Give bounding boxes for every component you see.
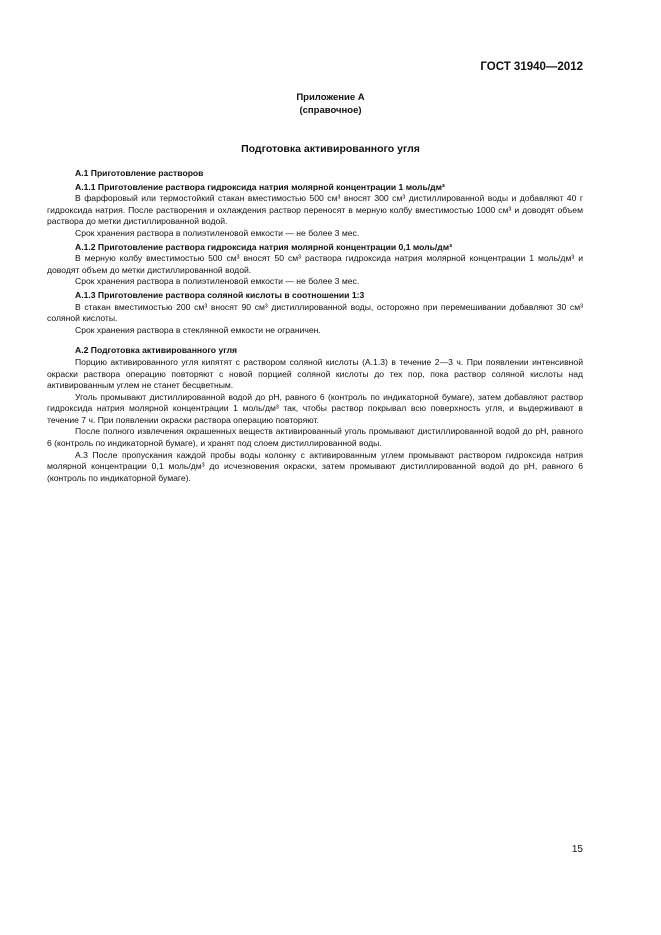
section-title: Подготовка активированного угля (241, 143, 420, 155)
subsection-heading: А.1.1 Приготовление раствора гидроксида натрия молярной концентрации 1 моль/дм³ (75, 181, 445, 192)
paragraph: Срок хранения раствора в стеклянной емкости не ограничен. (75, 324, 321, 335)
document-code: ГОСТ 31940—2012 (480, 61, 583, 73)
section-heading: А.1 Приготовление растворов (75, 168, 204, 178)
appendix-heading (0, 91, 661, 117)
paragraph: Порцию активированного угля кипятят с раствором соляной кислоты (А.1.3) в течение 2—3 ч. При появлении интенсивной окраски раствора операцию повторяют с новой порцией соляной кислоты до тех пор, пока раствор соляной кислоты над активированным углем не станет бесцветным. (47, 356, 583, 391)
paragraph: В стакан вместимостью 200 см³ вносят 90 см³ дистиллированной воды, осторожно при перемешивании добавляют 30 см³ соляной кислоты. (47, 301, 583, 324)
appendix-title: Приложение А (296, 92, 365, 103)
paragraph: Уголь промывают дистиллированной водой до рН, равного 6 (контроль по индикаторной бумаге), затем добавляют раствор гидроксида натрия молярной концентрации 1 моль/дм³ так, чтобы раствор покрывал всю поверхность угля, и выдерживают в течение 7 ч. При появлении окраски раствора операцию повторяют. (47, 391, 583, 425)
paragraph: А.3 После пропускания каждой пробы воды колонку с активированным углем промывают раствором гидроксида натрия молярной концентрации 0,1 моль/дм³ до исчезновения окраски, затем промывают дистиллированной водой до рН, равного 6 (контроль по индикаторной бумаге). (47, 449, 583, 483)
section-heading: А.2 Подготовка активированного угля (75, 345, 238, 356)
page-number: 15 (571, 844, 583, 855)
paragraph: Срок хранения раствора в полиэтиленовой емкости — не более 3 мес. (75, 276, 360, 287)
paragraph: Срок хранения раствора в полиэтиленовой емкости — не более 3 мес. (75, 227, 360, 238)
paragraph: В мерную колбу вместимостью 500 см³ вносят 50 см³ раствора гидроксида натрия молярной концентрации 1 моль/дм³ и доводят объем до метки дистиллированной водой. (47, 253, 583, 275)
paragraph: В фарфоровый или термостойкий стакан вместимостью 500 см³ вносят 300 см³ дистиллированной воды и добавляют 40 г гидроксида натрия. После растворения и охлаждения раствор переносят в мерную колбу вместимостью 1000 см³ и доводят объем раствора до метки дистиллированной водой. (47, 193, 583, 227)
subsection-heading: А.1.2 Приготовление раствора гидроксида натрия молярной концентрации 0,1 моль/дм³ (75, 241, 452, 252)
paragraph: После полного извлечения окрашенных веществ активированный уголь промывают дистиллированной водой до рН, равного 6 (контроль по индикаторной бумаге), и хранят под слоем дистиллированной воды. (47, 426, 583, 449)
document-body (47, 168, 583, 484)
appendix-subtitle: (справочное) (299, 105, 362, 116)
subsection-heading: А.1.3 Приготовление раствора соляной кислоты в соотношении 1:3 (75, 289, 365, 300)
